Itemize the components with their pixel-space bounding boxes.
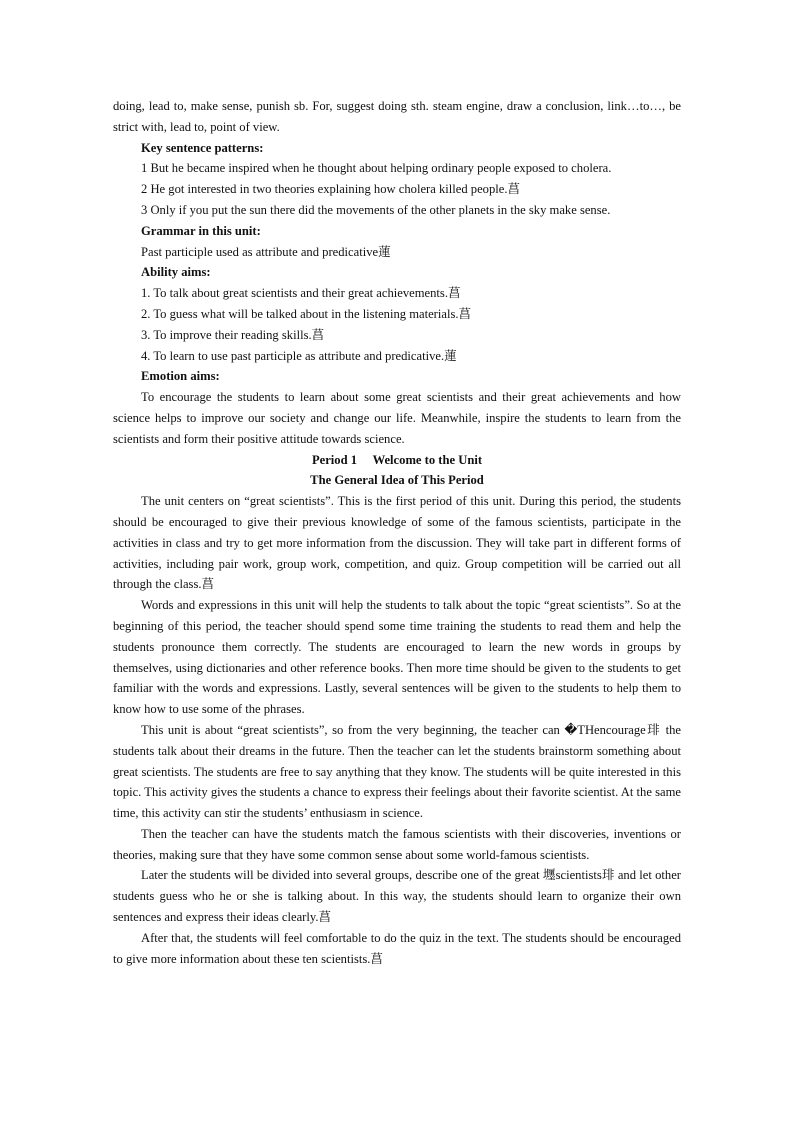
key-sentence-heading: Key sentence patterns: bbox=[141, 140, 264, 155]
body-paragraph: Words and expressions in this unit will help the students to talk about the topic “great scientists”. So at the beginning of this period, the teacher should spend some time training the students to read them and help the students pronounce them correctly. The students are encouraged to learn the new words in groups by themselves, using dictionaries and other reference books. Then more time should be given to the students to get familiar with the words and expressions. Lastly, several sentences will be given to the students to help them to know how to use some of the phrases. bbox=[113, 598, 681, 717]
body-paragraph: Then the teacher can have the students match the famous scientists with their discoveries, inventions or theories, making sure that they have some common sense about some world-famous scientists. bbox=[113, 826, 681, 862]
ability-aim-1: 1. To talk about great scientists and their great achievements.菖 bbox=[141, 286, 461, 301]
period-title: Period 1 Welcome to the Unit bbox=[311, 452, 483, 467]
grammar-heading: Grammar in this unit: bbox=[141, 223, 261, 238]
body-paragraph: The unit centers on “great scientists”. This is the first period of this unit. During this period, the students should be encouraged to give their previous knowledge of some of the famous scientists, participate in the activities in class and try to get more information from the discussion. They will take part in different forms of activities, including pair work, group work, competition, and quiz. Group competition will be carried out all through the class.菖 bbox=[113, 494, 681, 592]
key-sentence-1: 1 But he became inspired when he thought about helping ordinary people exposed to cholera. bbox=[141, 161, 612, 176]
body-paragraph: After that, the students will feel comfortable to do the quiz in the text. The students should be encouraged to give more information about these ten scientists.菖 bbox=[113, 930, 681, 966]
key-sentence-3: 3 Only if you put the sun there did the movements of the other planets in the sky make sense. bbox=[141, 202, 611, 217]
ability-aim-4: 4. To learn to use past participle as attribute and predicative.蓮 bbox=[141, 348, 457, 363]
ability-aims-heading: Ability aims: bbox=[141, 265, 211, 280]
intro-vocabulary-text: doing, lead to, make sense, punish sb. For, suggest doing sth. steam engine, draw a conclusion, link…to…, be strict with, lead to, point of view. bbox=[113, 99, 681, 134]
grammar-text: Past participle used as attribute and predicative蓮 bbox=[141, 244, 391, 259]
document-page bbox=[113, 96, 681, 969]
emotion-aims-heading: Emotion aims: bbox=[141, 369, 220, 384]
ability-aim-3: 3. To improve their reading skills.菖 bbox=[141, 327, 325, 342]
key-sentence-2: 2 He got interested in two theories explaining how cholera killed people.菖 bbox=[141, 182, 521, 197]
emotion-aims-text: To encourage the students to learn about some great scientists and their great achievements and how science helps to improve our society and change our life. Meanwhile, inspire the students to learn from the scientists and form their positive attitude towards science. bbox=[113, 390, 681, 446]
period-subtitle: The General Idea of This Period bbox=[310, 473, 484, 488]
body-paragraph: This unit is about “great scientists”, so from the very beginning, the teacher can �THencourage琲 the students talk about their dreams in the future. Then the teacher can let the students brainstorm something about great scientists. The students are free to say anything that they know. The students will be quite interested in this topic. This activity gives the students a chance to express their feelings about their favorite scientist. At the same time, this activity can stir the students’ enthusiasm in science. bbox=[113, 722, 681, 821]
body-paragraph: Later the students will be divided into several groups, describe one of the great 壥scientists琲 and let other students guess who he or she is talking about. In this way, the students should learn to organize their own sentences and express their ideas clearly.菖 bbox=[113, 868, 681, 925]
ability-aim-2: 2. To guess what will be talked about in the listening materials.菖 bbox=[141, 306, 472, 321]
